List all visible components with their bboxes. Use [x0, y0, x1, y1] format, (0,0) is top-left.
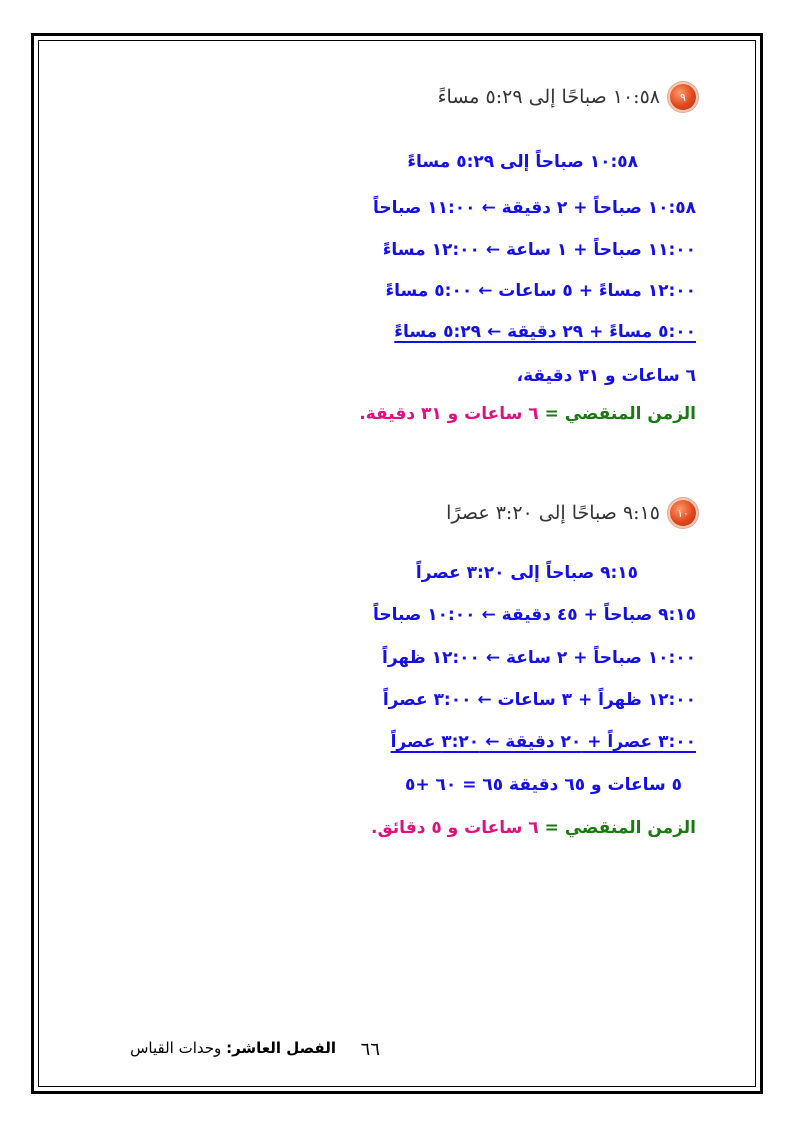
- problem-prompt: ٩:١٥ صباحًا إلى ٣:٢٠ عصرًا: [446, 502, 660, 524]
- answer-label: الزمن المنقضي =: [544, 818, 696, 838]
- chapter-title: الفصل العاشر:: [226, 1039, 336, 1057]
- problem-number-badge: ١٠: [670, 500, 696, 526]
- solution-step: ٥:٠٠ مساءً + ٢٩ دقيقة ← ٥:٢٩ مساءً: [394, 322, 696, 342]
- solution-step: ١٢:٠٠ مساءً + ٥ ساعات ← ٥:٠٠ مساءً: [385, 281, 696, 301]
- solution-step: ٩:١٥ صباحاً + ٤٥ دقيقة ← ١٠:٠٠ صباحاً: [372, 605, 696, 625]
- solution-step: ٣:٠٠ عصراً + ٢٠ دقيقة ← ٣:٢٠ عصراً: [390, 732, 696, 752]
- chapter-subject: وحدات القياس: [130, 1039, 222, 1057]
- solution-step: ١٠:٠٠ صباحاً + ٢ ساعة ← ١٢:٠٠ ظهراً: [382, 648, 696, 668]
- problem-restatement: ٩:١٥ صباحاً إلى ٣:٢٠ عصراً: [415, 563, 638, 583]
- problem-10-header: [446, 500, 696, 526]
- solution-step: ١١:٠٠ صباحاً + ١ ساعة ← ١٢:٠٠ مساءً: [382, 240, 696, 260]
- problem-9-header: [438, 84, 696, 110]
- answer-value: ٦ ساعات و ٣١ دقيقة.: [359, 404, 539, 424]
- answer-value: ٦ ساعات و ٥ دقائق.: [371, 818, 539, 838]
- page-number: ٦٦: [360, 1039, 380, 1060]
- sum-line: ٦ ساعات و ٣١ دقيقة،: [516, 366, 696, 386]
- chapter-footer: [130, 1039, 336, 1057]
- problem-prompt: ١٠:٥٨ صباحًا إلى ٥:٢٩ مساءً: [437, 86, 660, 108]
- sum-line: ٥ ساعات و ٦٥ دقيقة ٦٥ = ٦٠ +٥: [404, 775, 682, 795]
- answer-line: [359, 404, 696, 424]
- problem-restatement: ١٠:٥٨ صباحاً إلى ٥:٢٩ مساءً: [407, 152, 638, 172]
- answer-line: [371, 818, 696, 838]
- answer-label: الزمن المنقضي =: [544, 404, 696, 424]
- solution-step: ١٠:٥٨ صباحاً + ٢ دقيقة ← ١١:٠٠ صباحاً: [372, 198, 696, 218]
- problem-number-badge: ٩: [670, 84, 696, 110]
- solution-step: ١٢:٠٠ ظهراً + ٣ ساعات ← ٣:٠٠ عصراً: [382, 690, 696, 710]
